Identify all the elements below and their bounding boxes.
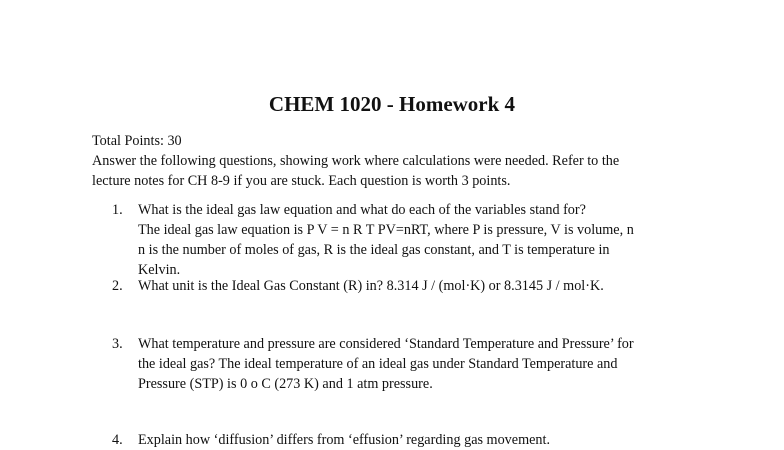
total-points: Total Points: 30 xyxy=(92,133,182,149)
question-text: Explain how ‘diffusion’ differs from ‘effusion’ regarding gas movement. xyxy=(138,432,550,448)
question-number: 1. xyxy=(112,202,123,218)
question-text: What temperature and pressure are considered ‘Standard Temperature and Pressure’ for xyxy=(138,336,634,352)
intro-block xyxy=(92,131,712,191)
answer-line: Pressure (STP) is 0 o C (273 K) and 1 atm pressure. xyxy=(138,376,433,392)
question-text: What is the ideal gas law equation and what do each of the variables stand for? xyxy=(138,202,586,218)
answer-line: the ideal gas? The ideal temperature of an ideal gas under Standard Temperature and xyxy=(138,356,618,372)
question-number: 4. xyxy=(112,432,123,448)
answer-line: The ideal gas law equation is P V = n R T PV=nRT, where P is pressure, V is volume, n xyxy=(138,222,634,238)
question-number: 3. xyxy=(112,336,123,352)
page-title: CHEM 1020 - Homework 4 xyxy=(268,92,516,116)
question-text: What unit is the Ideal Gas Constant (R) in? 8.314 J / (mol·K) or 8.3145 J / mol·K. xyxy=(138,278,604,294)
question-number: 2. xyxy=(112,278,123,294)
instructions-line-1: Answer the following questions, showing work where calculations were needed. Refer to the xyxy=(92,153,620,169)
answer-line: Kelvin. xyxy=(138,262,181,278)
instructions-line-2: lecture notes for CH 8-9 if you are stuck. Each question is worth 3 points. xyxy=(92,173,511,189)
answer-line: n is the number of moles of gas, R is the ideal gas constant, and T is temperature in xyxy=(138,242,610,258)
